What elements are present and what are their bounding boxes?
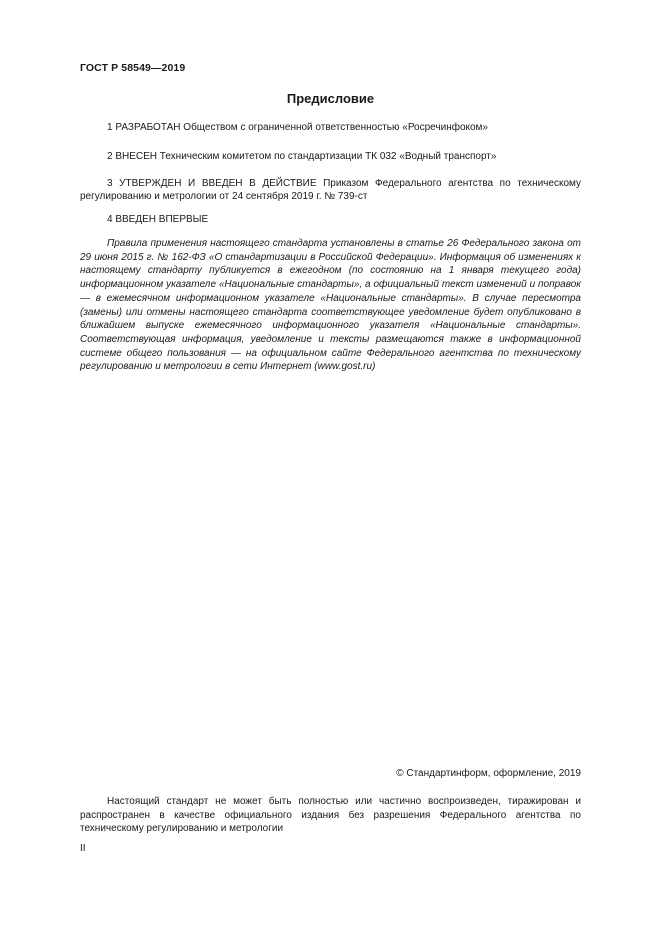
preface-item-first-introduced: 4 ВВЕДЕН ВПЕРВЫЕ: [107, 214, 209, 225]
standard-code: ГОСТ Р 58549—2019: [80, 62, 186, 74]
page-number: II: [80, 843, 86, 854]
preface-item-developed: 1 РАЗРАБОТАН Обществом с ограниченной ответственностью «Росречинфоком»: [107, 122, 488, 133]
preface-title: Предисловие: [286, 91, 375, 106]
reproduction-notice: Настоящий стандарт не может быть полностью или частично воспроизведен, тиражирован и распространен в качестве официального издания без разрешения Федерального агентства по техническому регулированию и метрологии: [80, 796, 581, 834]
application-rules-paragraph: Правила применения настоящего стандарта установлены в статье 26 Федерального закона от 29 июня 2015 г. № 162-ФЗ «О стандартизации в Российской Федерации». Информация об изменениях к настоящему стандарту публикуется в ежегодном (по состоянию на 1 января текущего года) информационном указателе «Национальные стандарты», а официальный текст изменений и поправок — в ежемесячном информационном указателе «Национальные стандарты». В случае пересмотра (замены) или отмены настоящего стандарта соответствующее уведомление будет опубликовано в ближайшем выпуске ежемесячного информационного указателя «Национальные стандарты». Соответствующая информация, уведомление и тексты размещаются также в информационной системе общего пользования — на официальном сайте Федерального агентства по техническому регулированию и метрологии в сети Интернет (www.gost.ru): [80, 238, 581, 373]
copyright-line: © Стандартинформ, оформление, 2019: [396, 768, 581, 779]
preface-item-introduced: 2 ВНЕСЕН Техническим комитетом по стандартизации ТК 032 «Водный транспорт»: [107, 151, 497, 162]
preface-item-approved: 3 УТВЕРЖДЕН И ВВЕДЕН В ДЕЙСТВИЕ Приказом Федерального агентства по техническому регулированию и метрологии от 24 сентября 2019 г. № 739-ст: [80, 178, 581, 202]
